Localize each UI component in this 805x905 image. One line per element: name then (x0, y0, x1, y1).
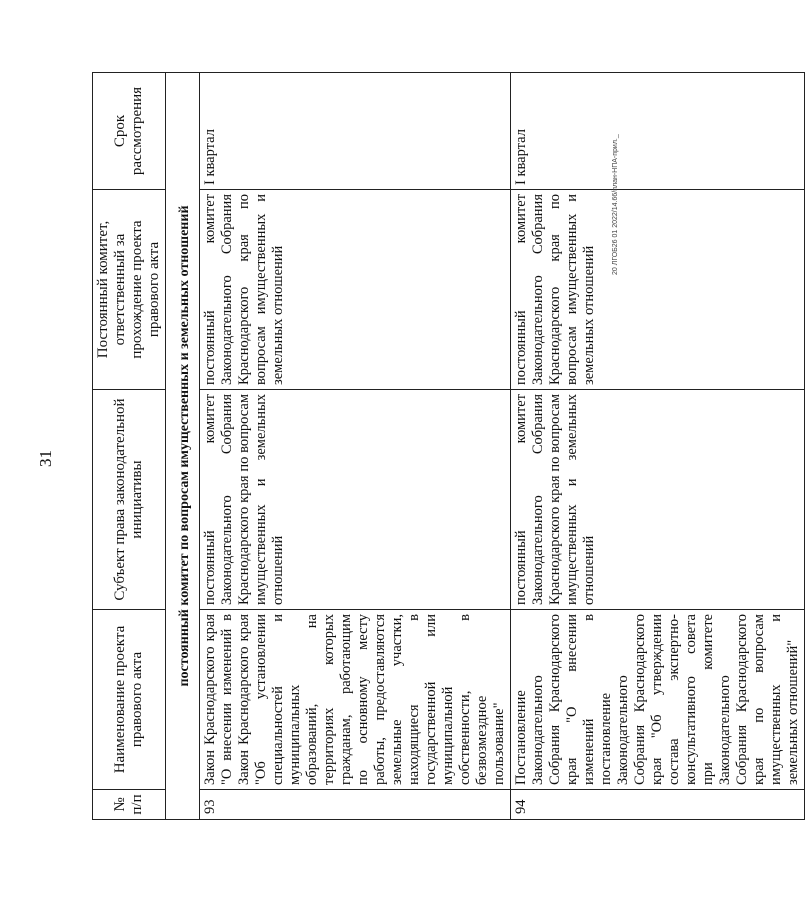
table-row (511, 73, 805, 820)
header-name: Наименование проекта правового акта (93, 610, 166, 790)
file-code: 20 ЛГОБ26 01 2022/14.66/план-НПА-прил._ (612, 134, 619, 275)
row-term: I квартал (511, 73, 805, 190)
section-title: постоянный комитет по вопросам имущественных и земельных отношений (166, 73, 200, 820)
page-number: 31 (36, 450, 55, 467)
section-row (166, 73, 200, 820)
header-num: № п/п (93, 790, 166, 820)
row-committee: постоянный комитет Законодательного Собрания Краснодарского края по вопросам имущественных и земельных отношений (511, 190, 805, 390)
header-subject: Субъект права законодательной инициативы (93, 390, 166, 610)
row-subject: постоянный комитет Законодательного Собрания Краснодарского края по вопросам имущественных и земельных отношений (200, 390, 511, 610)
table-row (200, 73, 511, 820)
header-committee: Постоянный комитет, ответственный за прохождение проекта правового акта (93, 190, 166, 390)
row-name: Постановление Законодательного Собрания Краснодарского края "О внесении изменений в постановление Законодательного Собрания Краснодарского края "Об утверждении состава экспертно-консультативного совета при комитете Законодательного Собрания Краснодарского края по вопросам имущественных и земельных отношений" (511, 610, 805, 790)
row-committee: постоянный комитет Законодательного Собрания Краснодарского края по вопросам имущественных и земельных отношений (200, 190, 511, 390)
header-term: Срок рассмотрения (93, 73, 166, 190)
row-num: 93 (200, 790, 511, 820)
table-header-row (93, 73, 166, 820)
row-term: I квартал (200, 73, 511, 190)
row-num: 94 (511, 790, 805, 820)
row-name: Закон Краснодарского края "О внесении изменений в Закон Краснодарского края "Об установлении специальностей и муниципальных образований, на территориях которых гражданам, работающим по основному месту работы, предоставляются земельные участки, находящиеся в государственной или муниципальной собственности, в безвозмездное пользование" (200, 610, 511, 790)
legislation-plan-table (92, 72, 805, 820)
row-subject: постоянный комитет Законодательного Собрания Краснодарского края по вопросам имущественных и земельных отношений (511, 390, 805, 610)
